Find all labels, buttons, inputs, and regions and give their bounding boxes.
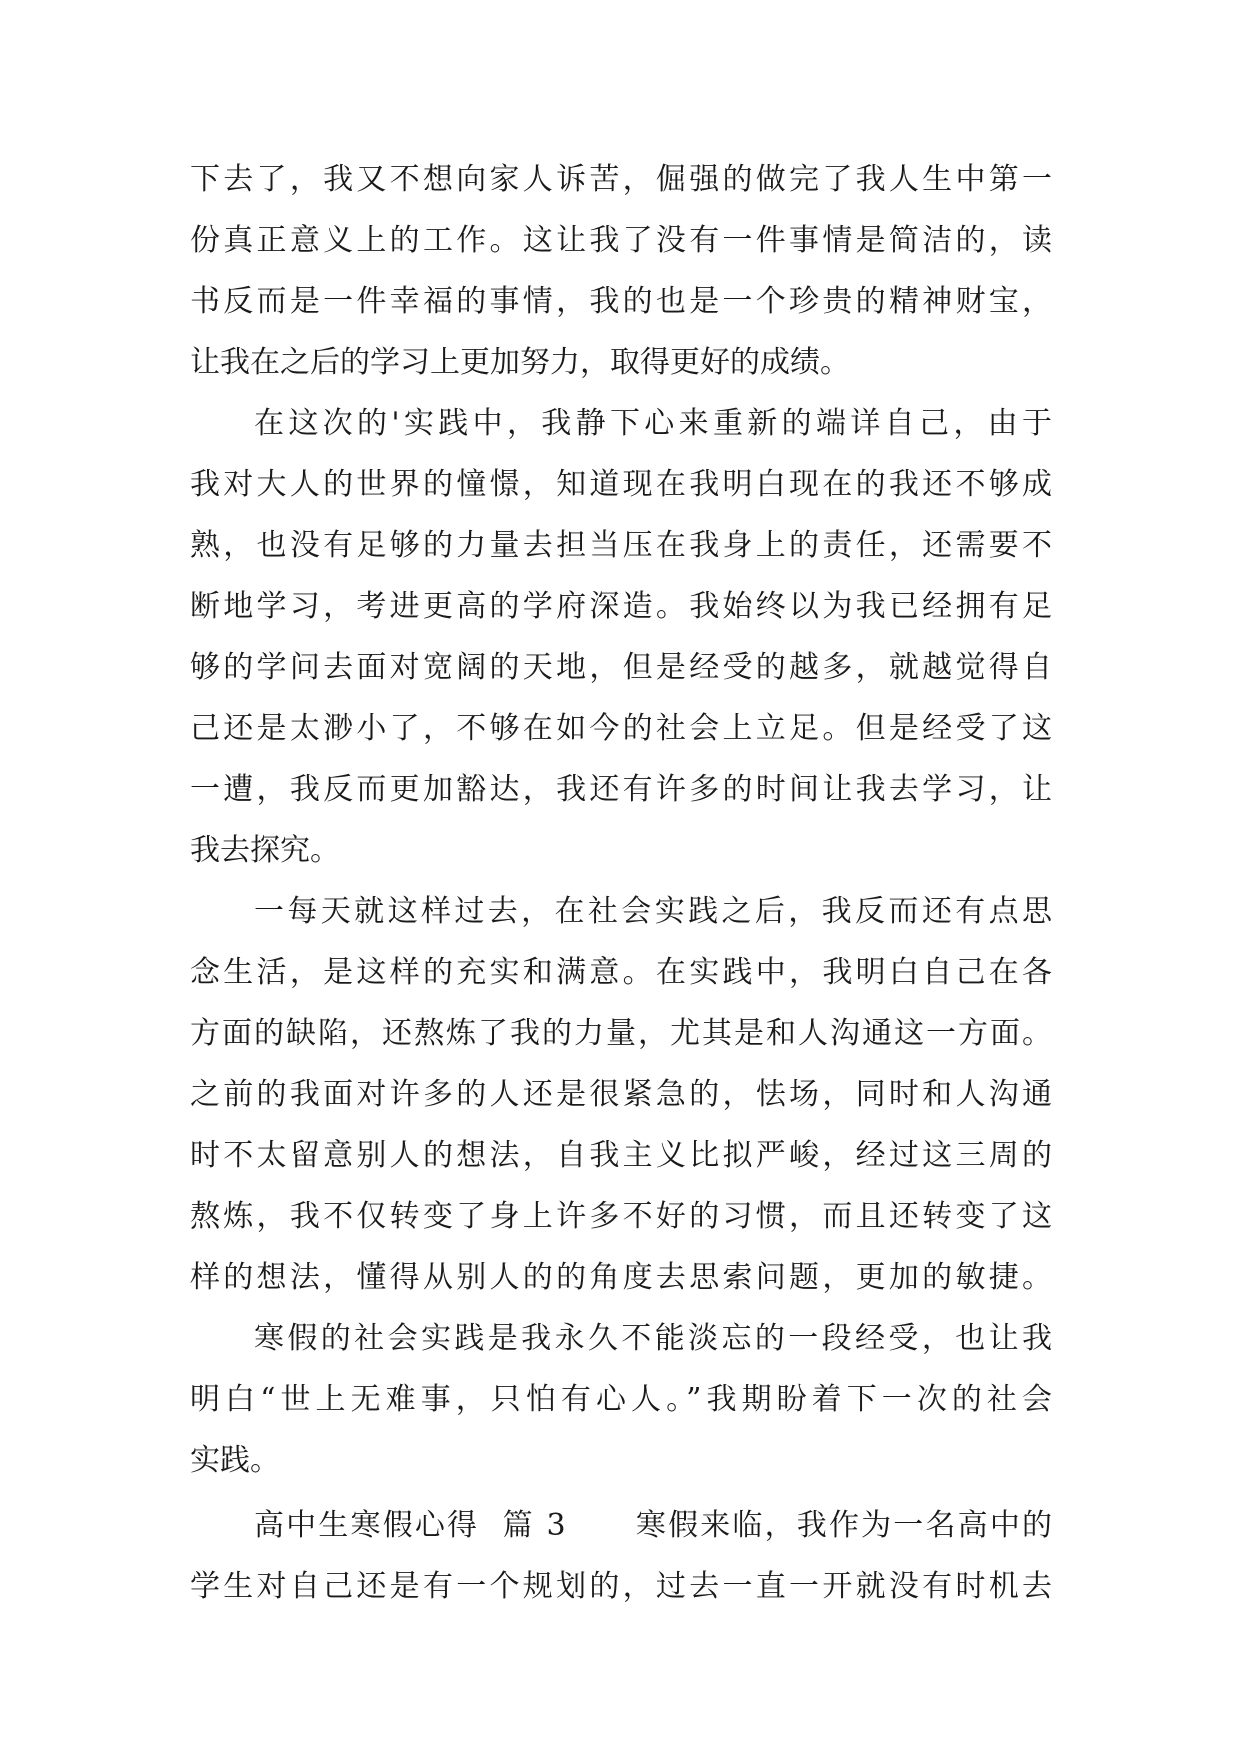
text-line: 熟，也没有足够的力量去担当压在我身上的责任，还需要不 bbox=[190, 528, 1052, 563]
text-line: 在这次的'实践中，我静下心来重新的端详自己，由于 bbox=[254, 406, 1052, 441]
paragraph bbox=[190, 1319, 1052, 1502]
section-heading-line: 高中生寒假心得 篇 3 寒假来临，我作为一名高中的 bbox=[254, 1508, 1052, 1543]
paragraph bbox=[190, 404, 1052, 892]
text-line: 书反而是一件幸福的事情，我的也是一个珍贵的精神财宝， bbox=[190, 284, 1052, 319]
text-line: 念生活，是这样的充实和满意。在实践中，我明白自己在各 bbox=[190, 955, 1052, 990]
text-line: 明白“世上无难事，只怕有心人。”我期盼着下一次的社会 bbox=[190, 1382, 1052, 1417]
text-line: 让我在之后的学习上更加努力，取得更好的成绩。 bbox=[190, 345, 850, 380]
text-line: 一遭，我反而更加豁达，我还有许多的时间让我去学习，让 bbox=[190, 772, 1052, 807]
text-line: 样的想法，懂得从别人的的角度去思索问题，更加的敏捷。 bbox=[190, 1260, 1052, 1295]
text-line: 够的学问去面对宽阔的天地，但是经受的越多，就越觉得自 bbox=[190, 650, 1052, 685]
text-line: 实践。 bbox=[190, 1443, 280, 1478]
text-line: 份真正意义上的工作。这让我了没有一件事情是简洁的，读 bbox=[190, 223, 1052, 258]
text-line: 熬炼，我不仅转变了身上许多不好的习惯，而且还转变了这 bbox=[190, 1199, 1052, 1234]
text-line: 寒假的社会实践是我永久不能淡忘的一段经受，也让我 bbox=[254, 1321, 1052, 1356]
text-line: 之前的我面对许多的人还是很紧急的，怯场，同时和人沟通 bbox=[190, 1077, 1052, 1112]
text-line: 学生对自己还是有一个规划的，过去一直一开就没有时机去 bbox=[190, 1569, 1052, 1604]
document-body bbox=[190, 160, 1052, 1628]
paragraph bbox=[190, 160, 1052, 404]
text-line: 方面的缺陷，还熬炼了我的力量，尤其是和人沟通这一方面。 bbox=[190, 1016, 1052, 1051]
text-line: 我对大人的世界的憧憬，知道现在我明白现在的我还不够成 bbox=[190, 467, 1052, 502]
text-line: 我去探究。 bbox=[190, 833, 340, 868]
text-line: 时不太留意别人的想法，自我主义比拟严峻，经过这三周的 bbox=[190, 1138, 1052, 1173]
paragraph bbox=[190, 892, 1052, 1319]
text-line: 下去了，我又不想向家人诉苦，倔强的做完了我人生中第一 bbox=[190, 162, 1052, 197]
text-line: 一每天就这样过去，在社会实践之后，我反而还有点思 bbox=[254, 894, 1052, 929]
text-line: 己还是太渺小了，不够在如今的社会上立足。但是经受了这 bbox=[190, 711, 1052, 746]
text-line: 断地学习，考进更高的学府深造。我始终以为我已经拥有足 bbox=[190, 589, 1052, 624]
paragraph bbox=[190, 1506, 1052, 1628]
